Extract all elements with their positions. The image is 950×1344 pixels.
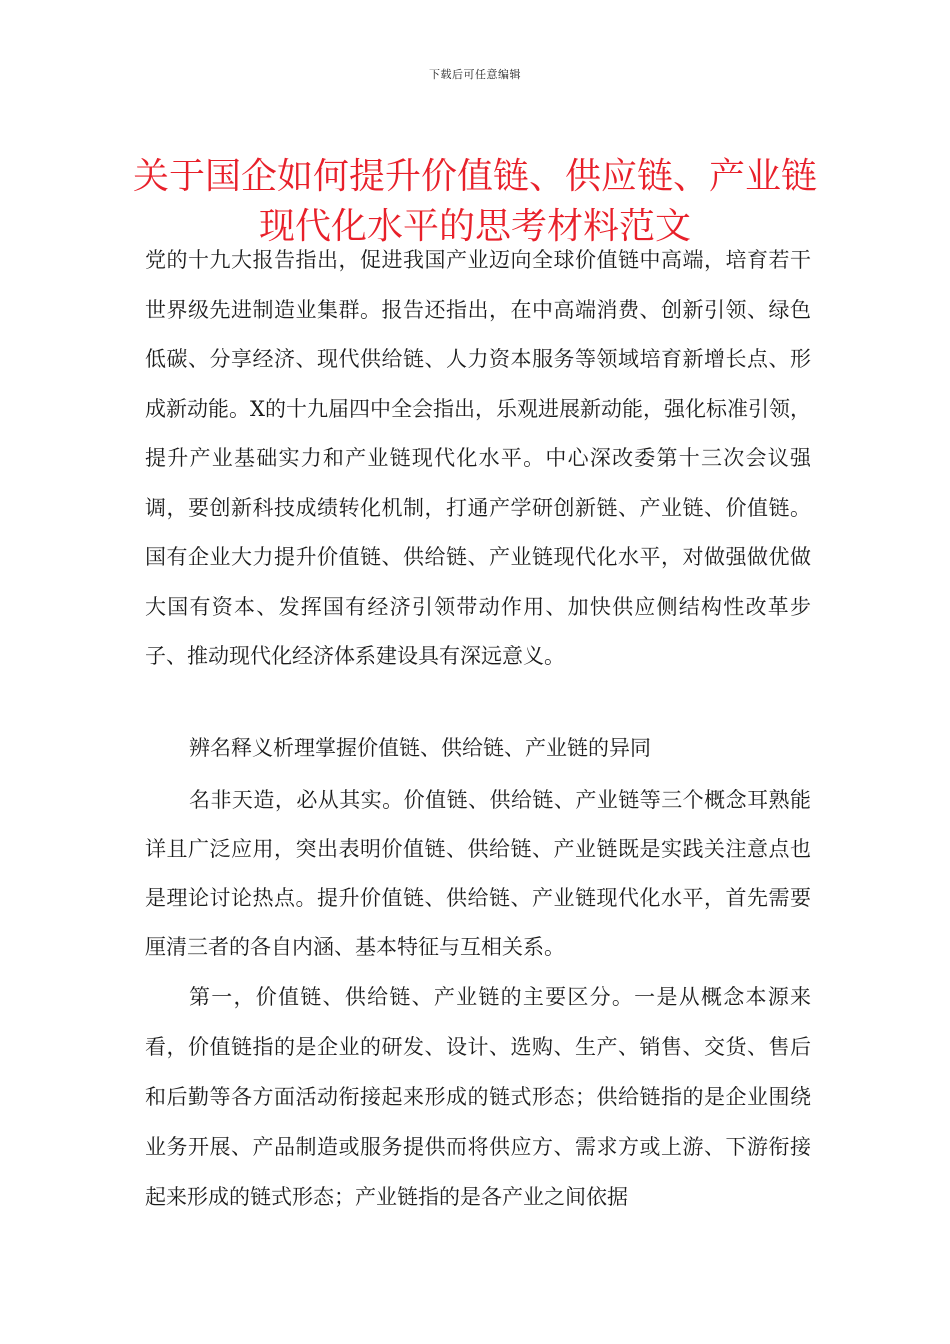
paragraph-definitions: 名非天造，必从其实。价值链、供给链、产业链等三个概念耳熟能详且广泛应用，突出表明价值链、供给链、产业链既是实践关注意点也是理论讨论热点。提升价值链、供给链、产业链现代化水平，首先需要厘清三者的各自内涵、基本特征与互相关系。 [145,788,811,959]
header-note: 下载后可任意编辑 [429,68,521,81]
paragraph-intro: 党的十九大报告指出，促进我国产业迈向全球价值链中高端，培育若干世界级先进制造业集群。报告还指出，在中高端消费、创新引领、绿色低碳、分享经济、现代供给链、人力资本服务等领域培育新增长点、形成新动能。X的十九届四中全会指出，乐观进展新动能，强化标准引领，提升产业基础实力和产业链现代化水平。中心深改委第十三次会议强调，要创新科技成绩转化机制，打通产学研创新链、产业链、价值链。国有企业大力提升价值链、供给链、产业链现代化水平，对做强做优做大国有资本、发挥国有经济引领带动作用、加快供应侧结构性改革步子、推动现代化经济体系建设具有深远意义。 [145,248,811,668]
paragraph-differences: 第一，价值链、供给链、产业链的主要区分。一是从概念本源来看，价值链指的是企业的研发、设计、选购、生产、销售、交货、售后和后勤等各方面活动衔接起来形成的链式形态；供给链指的是企业围绕业务开展、产品制造或服务提供而将供应方、需求方或上游、下游衔接起来形成的链式形态；产业链指的是各产业之间依据 [145,985,811,1209]
document-title: 关于国企如何提升价值链、供应链、产业链现代化水平的思考材料范文 [132,156,817,248]
section-heading: 辨名释义析理掌握价值链、供给链、产业链的异同 [189,736,651,760]
